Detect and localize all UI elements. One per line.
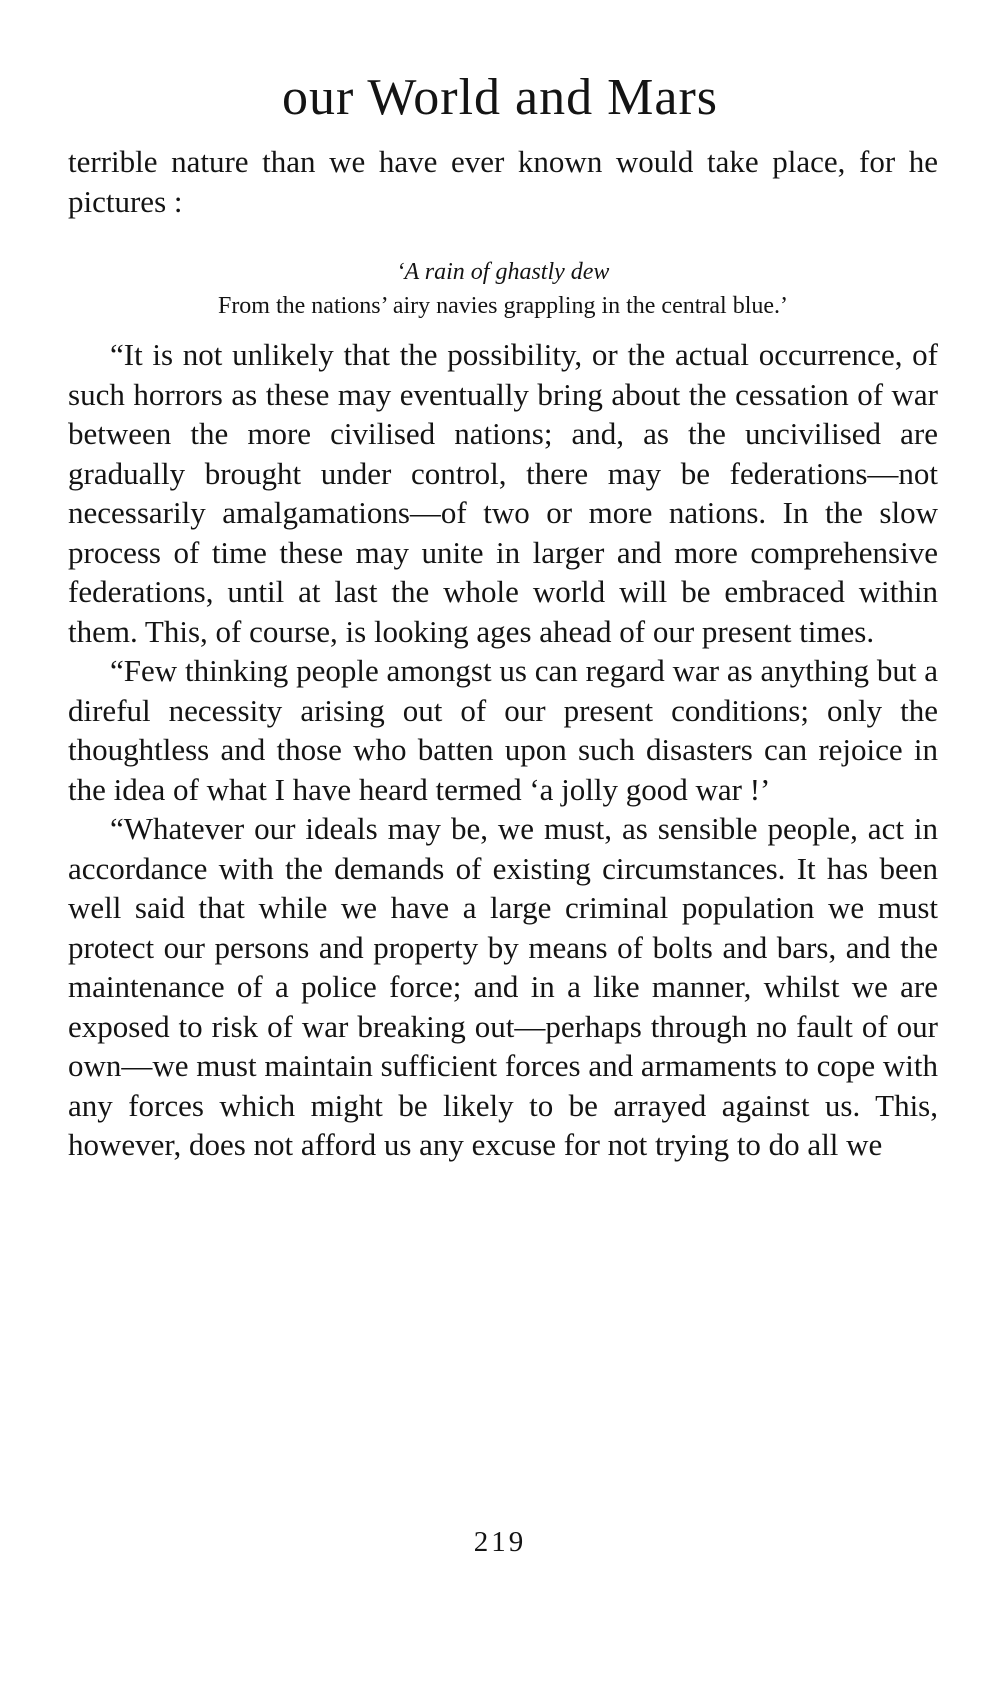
paragraph-war-necessity: “Few thinking people amongst us can regard war as anything but a direful necessity arising out of our present conditions; only the thoughtless and those who batten upon such disasters can rejoice in the idea of what I have heard termed ‘a jolly good war !’	[68, 653, 938, 807]
verse-line-1: ‘A rain of ghastly dew	[396, 259, 610, 285]
main-body-text	[68, 335, 938, 1165]
running-head: our World and Mars	[281, 69, 718, 126]
paragraph-federations: “It is not unlikely that the possibility, or the actual occurrence, of such horrors as these may eventually bring about the cessation of war between the more civilised nations; and, as the uncivilised are gradually brought under control, there may be federations—not necessarily amalgamations—of two or more nations. In the slow process of time these may unite in larger and more comprehensive federations, until at last the whole world will be embraced within them. This, of course, is looking ages ahead of our present times.	[68, 337, 938, 649]
verse-line-2: From the nations’ airy navies grappling in the central blue.’	[217, 293, 789, 319]
paragraph-ideals: “Whatever our ideals may be, we must, as sensible people, act in accordance with the demands of existing circumstances. It has been well said that while we have a large criminal population we must protect our persons and property by means of bolts and bars, and the maintenance of a police force; and in a like manner, whilst we are exposed to risk of war breaking out—perhaps through no fault of our own—we must maintain sufficient forces and armaments to cope with any forces which might be likely to be arrayed against us. This, however, does not afford us any excuse for not trying to do all we	[68, 811, 938, 1162]
paragraph-continued: terrible nature than we have ever known would take place, for he pictures :	[68, 144, 938, 219]
opening-paragraph	[68, 142, 938, 221]
verse-quotation	[68, 255, 938, 323]
page-number: 219	[473, 1526, 527, 1558]
